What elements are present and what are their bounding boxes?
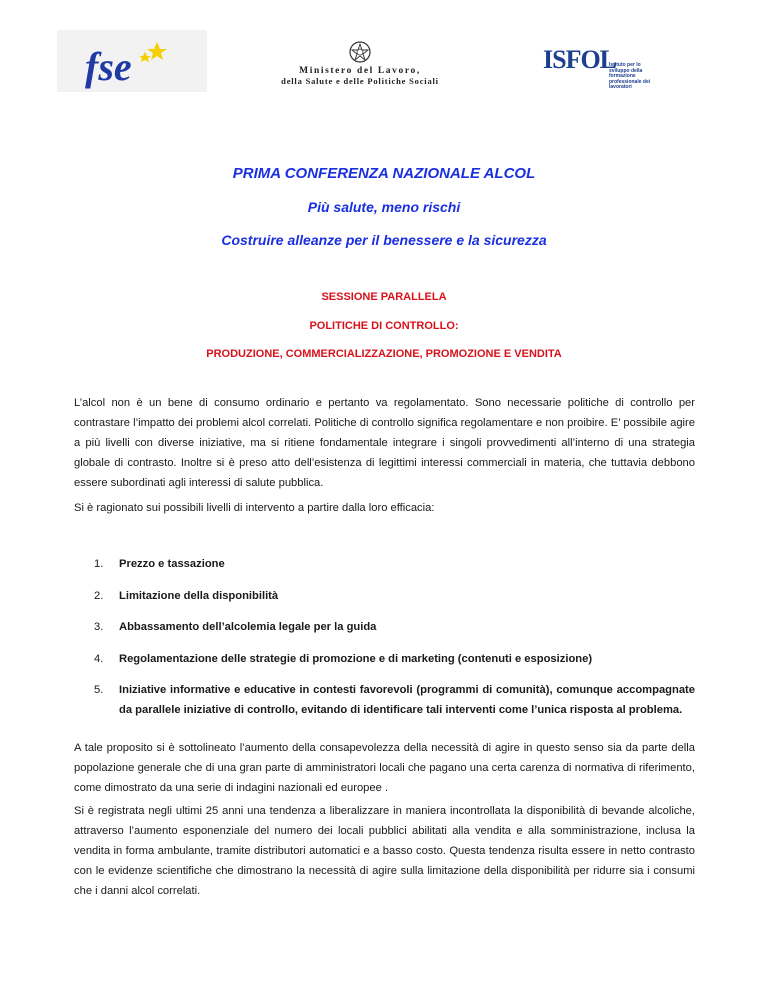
ministry-name-line1: Ministero del Lavoro, xyxy=(299,66,421,76)
session-label: SESSIONE PARALLELA xyxy=(321,291,447,303)
conference-subtitle: Più salute, meno rischi xyxy=(307,199,461,215)
list-item xyxy=(74,617,695,637)
conference-title: PRIMA CONFERENZA NAZIONALE ALCOL xyxy=(232,165,536,182)
paragraph-intro: L’alcol non è un bene di consumo ordinario e pertanto va regolamentato. Sono necessarie politiche di controllo per contrastare l’impatto dei problemi alcol correlati. Politiche di controllo significa regolamentare e non proibire. E’ possibile agire a più livelli con diverse iniziative, ma si ritiene fondamentale integrare i singoli provvedimenti all’interno di una strategia globale di contrasto. Inoltre si è preso atto dell’esistenza di legittimi interessi commerciali in materia, che tuttavia debbono essere subordinati agli interessi di salute pubblica. xyxy=(74,397,695,489)
svg-text:fse: fse xyxy=(85,44,132,89)
paragraph-levels: Si è ragionato sui possibili livelli di intervento a partire dalla loro efficacia: xyxy=(74,502,435,514)
isfol-logo xyxy=(543,45,663,90)
paragraph-trend: Si è registrata negli ultimi 25 anni una tendenza a liberalizzare in maniera incontrollata la disponibilità di bevande alcoliche, attraverso l’aumento esponenziale del numero dei locali pubblici abilitati alla vendita e alla somministrazione, inclusa la vendita in forma ambulante, tramite distributori automatici e a basso costo. Questa tendenza risulta essere in netto contrasto con le evidenze scientifiche che dimostrano la necessità di agire sulla limitazione della disponibilità per ridurre sia i consumi che i danni alcol correlati. xyxy=(74,805,695,897)
fse-logo xyxy=(57,30,207,92)
session-subtopic: PRODUZIONE, COMMERCIALIZZAZIONE, PROMOZIONE E VENDITA xyxy=(206,348,562,360)
list-item-text: Abbassamento dell’alcolemia legale per la guida xyxy=(119,621,377,633)
paragraph-awareness: A tale proposito si è sottolineato l’aumento della consapevolezza della necessità di agire in questo senso sia da parte della popolazione generale che di una gran parte di amministratori locali che pagano una certa carenza di normativa di riferimento, come dimostrato da una serie di indagini nazionali ed europee . xyxy=(74,742,695,794)
conference-tagline: Costruire alleanze per il benessere e la sicurezza xyxy=(221,232,547,248)
list-item-text: Iniziative informative e educative in contesti favorevoli (programmi di comunità), comunque accompagnate da parallele iniziative di controllo, evitando di identificare tali interventi come l’unica risposta al problema. xyxy=(119,684,695,716)
ministry-name-line2: della Salute e delle Politiche Sociali xyxy=(281,76,439,86)
list-item xyxy=(74,586,695,606)
list-item-number: 4. xyxy=(94,652,104,665)
isfol-logo-text: ISFOL xyxy=(543,45,617,74)
list-item-number: 2. xyxy=(94,589,104,602)
list-item-number: 5. xyxy=(94,684,104,696)
session-topic: POLITICHE DI CONTROLLO: xyxy=(309,320,459,332)
isfol-logo-subtitle: Istituto per lo sviluppo della formazione professionale dei lavoratori xyxy=(609,62,651,90)
list-item-number: 3. xyxy=(94,621,104,633)
list-item xyxy=(74,680,695,720)
fse-logo-icon xyxy=(57,30,207,92)
list-item xyxy=(74,554,695,574)
list-item-text: Prezzo e tassazione xyxy=(119,558,225,570)
republic-emblem-icon xyxy=(348,40,372,64)
ministry-header xyxy=(240,40,480,95)
list-item-text: Limitazione della disponibilità xyxy=(119,589,279,602)
list-item xyxy=(74,649,695,669)
intervention-list xyxy=(74,554,695,732)
list-item-number: 1. xyxy=(94,558,104,570)
list-item-text: Regolamentazione delle strategie di promozione e di marketing (contenuti e esposizione) xyxy=(119,652,593,665)
